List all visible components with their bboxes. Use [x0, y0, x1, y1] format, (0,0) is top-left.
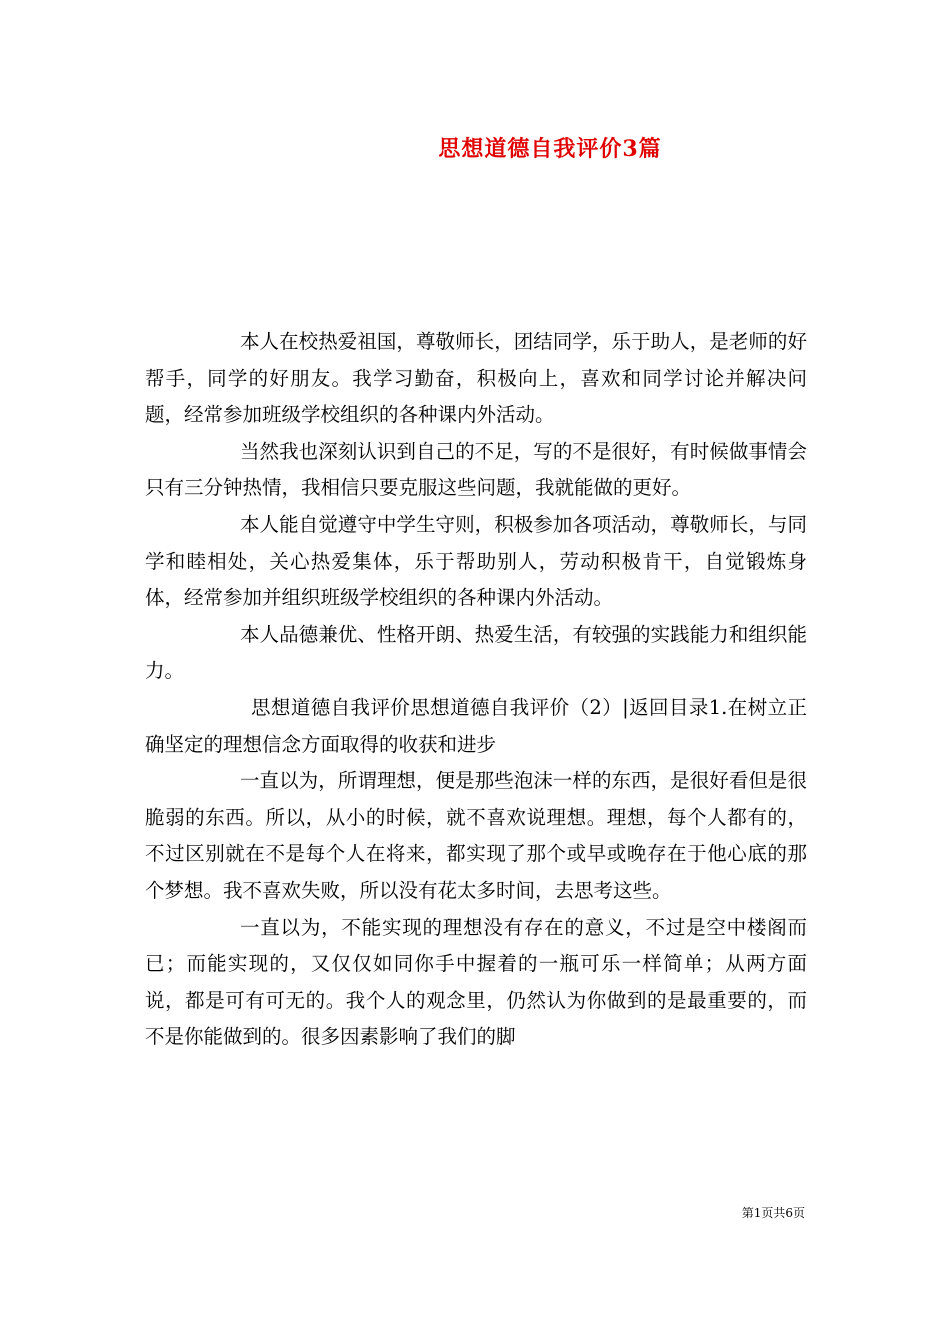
paragraph-6: 一直以为，所谓理想，便是那些泡沫一样的东西，是很好看但是很脆弱的东西。所以，从小的时候，就不喜欢说理想。理想，每个人都有的，不过区别就在不是每个人在将来，都实现了那个或早或晚存在于他心底的那个梦想。我不喜欢失败，所以没有花太多时间，去思考这些。	[145, 769, 807, 902]
paragraph-1: 本人在校热爱祖国，尊敬师长，团结同学，乐于助人，是老师的好帮手，同学的好朋友。我学习勤奋，积极向上，喜欢和同学讨论并解决问题，经常参加班级学校组织的各种课内外活动。	[145, 330, 807, 427]
document-title: 思想道德自我评价3篇	[438, 136, 662, 162]
paragraph-2: 当然我也深刻认识到自己的不足，写的不是很好，有时候做事情会只有三分钟热情，我相信只要克服这些问题，我就能做的更好。	[145, 439, 807, 500]
paragraph-3: 本人能自觉遵守中学生守则，积极参加各项活动，尊敬师长，与同学和睦相处，关心热爱集体，乐于帮助别人，劳动积极肯干，自觉锻炼身体，经常参加并组织班级学校组织的各种课内外活动。	[145, 512, 807, 610]
paragraph-7: 一直以为，不能实现的理想没有存在的意义，不过是空中楼阁而已；而能实现的，又仅仅如同你手中握着的一瓶可乐一样简单；从两方面说，都是可有可无的。我个人的观念里，仍然认为你做到的是最重要的，而不是你能做到的。很多因素影响了我们的脚	[145, 915, 807, 1049]
document-body	[145, 324, 807, 1056]
paragraph-4: 本人品德兼优、性格开朗、热爱生活，有较强的实践能力和组织能力。	[145, 622, 807, 683]
page-number-footer: 第1页共6页	[741, 1206, 805, 1220]
paragraph-5-section-heading: 思想道德自我评价思想道德自我评价（2）|返回目录1.在树立正确坚定的理想信念方面取得的收获和进步	[145, 695, 807, 756]
